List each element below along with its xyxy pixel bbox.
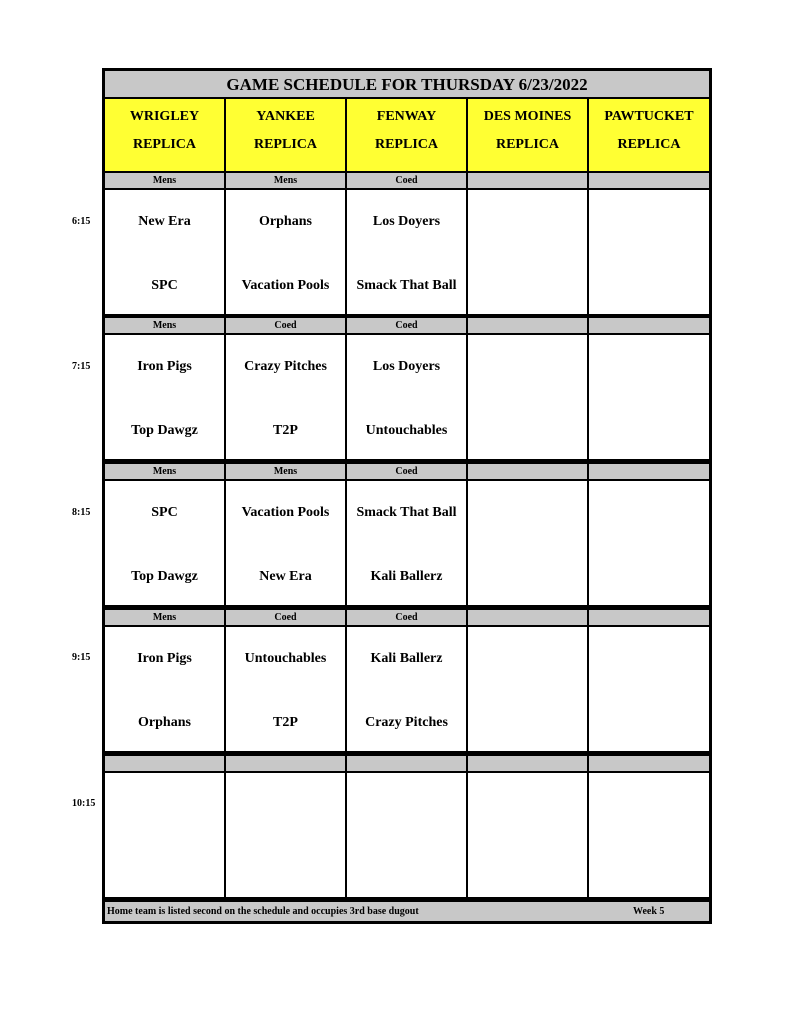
game-cell xyxy=(105,627,224,751)
division-label xyxy=(347,756,466,771)
home-team: Top Dawgz xyxy=(131,569,198,584)
park-header xyxy=(226,99,345,171)
time-slot-label: 6:15 xyxy=(72,216,91,227)
away-team: Orphans xyxy=(259,214,312,229)
park-header xyxy=(105,99,224,171)
game-cell xyxy=(589,481,709,605)
away-team: Vacation Pools xyxy=(241,505,330,520)
game-cell xyxy=(468,773,587,897)
game-cell xyxy=(589,335,709,459)
park-name: FENWAY xyxy=(376,109,437,124)
division-label: Mens xyxy=(105,610,224,625)
footer-note: Home team is listed second on the schedule and occupies 3rd base dugout xyxy=(107,906,419,917)
home-team: T2P xyxy=(273,423,298,438)
division-label: Mens xyxy=(226,464,345,479)
week-label: Week 5 xyxy=(633,906,665,917)
division-label xyxy=(589,756,709,771)
time-slot-label: 9:15 xyxy=(72,652,91,663)
game-cell xyxy=(347,627,466,751)
game-cell xyxy=(589,773,709,897)
schedule-title: GAME SCHEDULE FOR THURSDAY 6/23/2022 xyxy=(105,71,709,97)
park-name: WRIGLEY xyxy=(129,109,200,124)
home-team: Untouchables xyxy=(365,423,448,438)
game-cell xyxy=(105,190,224,314)
away-team: SPC xyxy=(151,505,178,520)
division-label xyxy=(468,756,587,771)
home-team: New Era xyxy=(259,569,312,584)
park-name: YANKEE xyxy=(256,109,315,124)
game-cell xyxy=(226,627,345,751)
time-slot-label: 8:15 xyxy=(72,507,91,518)
game-cell xyxy=(226,190,345,314)
home-team: SPC xyxy=(151,278,178,293)
division-label: Mens xyxy=(105,464,224,479)
away-team: Iron Pigs xyxy=(137,651,192,666)
park-header xyxy=(347,99,466,171)
home-team: Smack That Ball xyxy=(356,278,457,293)
game-cell xyxy=(589,627,709,751)
park-header xyxy=(589,99,709,171)
game-cell xyxy=(468,190,587,314)
division-label: Coed xyxy=(347,464,466,479)
away-team: Iron Pigs xyxy=(137,359,192,374)
away-team: Untouchables xyxy=(244,651,327,666)
park-name: DES MOINES xyxy=(483,109,572,124)
division-label xyxy=(226,756,345,771)
home-team: Top Dawgz xyxy=(131,423,198,438)
division-label: Mens xyxy=(105,318,224,333)
division-label: Coed xyxy=(226,610,345,625)
game-cell xyxy=(226,335,345,459)
division-label: Mens xyxy=(105,173,224,188)
game-cell xyxy=(105,335,224,459)
game-cell xyxy=(468,335,587,459)
park-subtitle: REPLICA xyxy=(374,137,438,152)
park-subtitle: REPLICA xyxy=(617,137,681,152)
away-team: Smack That Ball xyxy=(356,505,457,520)
division-label xyxy=(589,610,709,625)
division-label: Coed xyxy=(347,318,466,333)
time-slot-label: 7:15 xyxy=(72,361,91,372)
park-subtitle: REPLICA xyxy=(495,137,559,152)
division-label xyxy=(589,318,709,333)
division-label xyxy=(589,173,709,188)
game-cell xyxy=(347,773,466,897)
division-label xyxy=(468,610,587,625)
division-label: Coed xyxy=(226,318,345,333)
home-team: Crazy Pitches xyxy=(365,715,448,730)
division-label xyxy=(105,756,224,771)
park-header xyxy=(468,99,587,171)
game-cell xyxy=(347,481,466,605)
division-label: Coed xyxy=(347,173,466,188)
division-label: Coed xyxy=(347,610,466,625)
game-cell xyxy=(347,335,466,459)
game-cell xyxy=(105,773,224,897)
home-team: Orphans xyxy=(138,715,191,730)
game-cell xyxy=(226,481,345,605)
division-label xyxy=(589,464,709,479)
game-cell xyxy=(105,481,224,605)
away-team: Los Doyers xyxy=(372,359,441,374)
schedule-table xyxy=(102,68,712,924)
home-team: Vacation Pools xyxy=(241,278,330,293)
home-team: T2P xyxy=(273,715,298,730)
game-cell xyxy=(347,190,466,314)
game-cell xyxy=(468,481,587,605)
home-team: Kali Ballerz xyxy=(370,569,443,584)
division-label xyxy=(468,318,587,333)
park-subtitle: REPLICA xyxy=(132,137,196,152)
game-cell xyxy=(589,190,709,314)
park-name: PAWTUCKET xyxy=(604,109,694,124)
away-team: New Era xyxy=(138,214,191,229)
away-team: Crazy Pitches xyxy=(244,359,327,374)
division-label xyxy=(468,464,587,479)
park-subtitle: REPLICA xyxy=(253,137,317,152)
away-team: Kali Ballerz xyxy=(370,651,443,666)
away-team: Los Doyers xyxy=(372,214,441,229)
game-cell xyxy=(468,627,587,751)
game-cell xyxy=(226,773,345,897)
schedule-footer xyxy=(105,902,709,921)
time-slot-label: 10:15 xyxy=(72,798,96,809)
division-label xyxy=(468,173,587,188)
division-label: Mens xyxy=(226,173,345,188)
